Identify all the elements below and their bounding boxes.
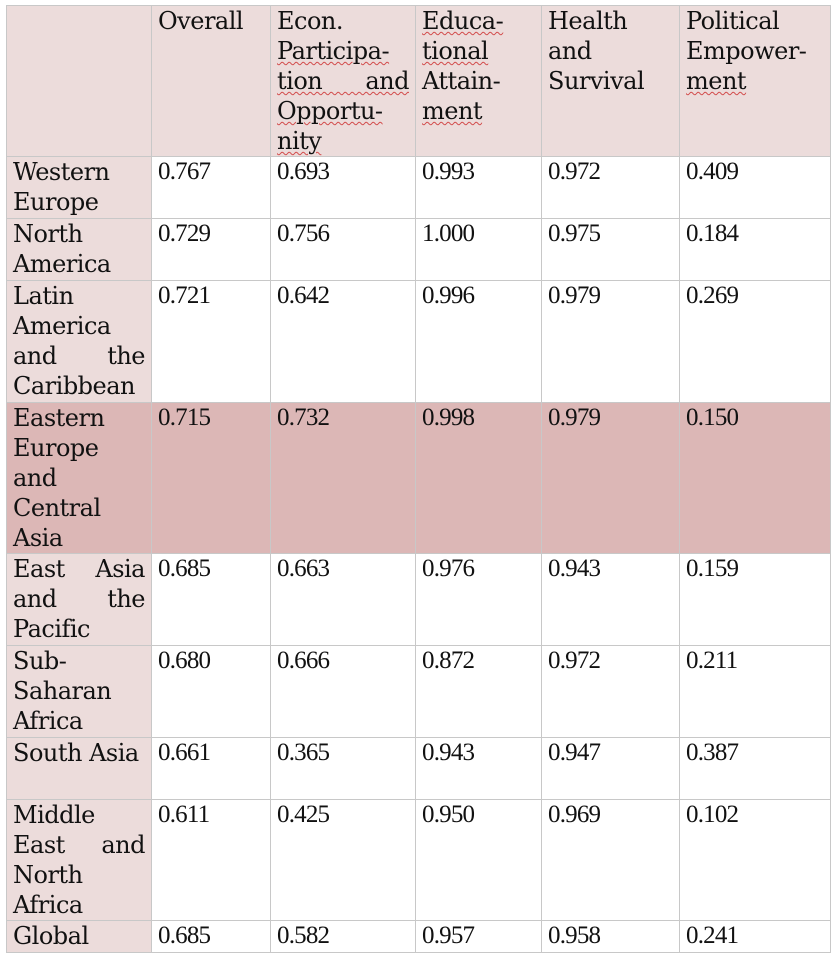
header-political-empowerment — [680, 6, 831, 157]
cell-political: 0.387 — [680, 738, 831, 800]
cell-econ: 0.425 — [271, 800, 416, 921]
row-region: Latin America and the Caribbean — [7, 281, 152, 403]
cell-health: 0.969 — [542, 800, 680, 921]
cell-overall: 0.715 — [152, 403, 271, 554]
cell-econ: 0.693 — [271, 157, 416, 219]
cell-econ: 0.582 — [271, 921, 416, 953]
row-region: Eastern Europe and Central Asia — [7, 403, 152, 554]
header-political-line-1: Political — [686, 7, 780, 35]
cell-edu: 0.950 — [416, 800, 542, 921]
table-row — [7, 281, 831, 403]
cell-political: 0.269 — [680, 281, 831, 403]
cell-edu: 0.998 — [416, 403, 542, 554]
cell-health: 0.947 — [542, 738, 680, 800]
cell-overall: 0.729 — [152, 219, 271, 281]
header-econ-line-2: Participa- — [277, 37, 390, 65]
cell-edu: 0.976 — [416, 554, 542, 646]
row-region: Sub-Saharan Africa — [7, 646, 152, 738]
header-educational-attainment — [416, 6, 542, 157]
cell-political: 0.409 — [680, 157, 831, 219]
cell-econ: 0.663 — [271, 554, 416, 646]
header-econ-line-4: Opportu- — [277, 97, 383, 125]
table-row — [7, 219, 831, 281]
cell-overall: 0.721 — [152, 281, 271, 403]
cell-overall: 0.767 — [152, 157, 271, 219]
cell-edu: 0.993 — [416, 157, 542, 219]
cell-edu: 0.943 — [416, 738, 542, 800]
header-edu-line-3: Attain- — [422, 67, 501, 95]
cell-overall: 0.611 — [152, 800, 271, 921]
cell-health: 0.972 — [542, 646, 680, 738]
cell-health: 0.958 — [542, 921, 680, 953]
cell-political: 0.102 — [680, 800, 831, 921]
cell-econ: 0.756 — [271, 219, 416, 281]
table-row — [7, 646, 831, 738]
cell-political: 0.150 — [680, 403, 831, 554]
header-edu-line-1: Educa- — [422, 7, 504, 35]
table-row — [7, 554, 831, 646]
cell-econ: 0.732 — [271, 403, 416, 554]
cell-overall: 0.661 — [152, 738, 271, 800]
table-row — [7, 157, 831, 219]
header-edu-line-4: ment — [422, 97, 483, 125]
row-region: South Asia — [7, 738, 152, 800]
row-region: Global — [7, 921, 152, 953]
cell-health: 0.979 — [542, 281, 680, 403]
header-row — [7, 6, 831, 157]
cell-econ: 0.365 — [271, 738, 416, 800]
header-health-survival — [542, 6, 680, 157]
cell-econ: 0.666 — [271, 646, 416, 738]
row-region: Western Europe — [7, 157, 152, 219]
header-health-line-2: and — [548, 37, 592, 65]
header-edu-line-2: tional — [422, 37, 489, 65]
gender-gap-table — [6, 5, 831, 953]
header-health-line-1: Health — [548, 7, 628, 35]
cell-political: 0.211 — [680, 646, 831, 738]
header-corner-cell — [7, 6, 152, 157]
row-region: Middle East and North Africa — [7, 800, 152, 921]
cell-overall: 0.680 — [152, 646, 271, 738]
cell-health: 0.943 — [542, 554, 680, 646]
table-row-highlighted — [7, 403, 831, 554]
header-econ-line-5: nity — [277, 127, 322, 155]
cell-edu: 0.872 — [416, 646, 542, 738]
table-row — [7, 738, 831, 800]
header-econ-participation — [271, 6, 416, 157]
cell-overall: 0.685 — [152, 554, 271, 646]
row-region: North America — [7, 219, 152, 281]
table-row-global — [7, 921, 831, 953]
row-region: East Asia and the Pacific — [7, 554, 152, 646]
cell-edu: 0.957 — [416, 921, 542, 953]
cell-political: 0.184 — [680, 219, 831, 281]
header-econ-line-1: Econ. — [277, 7, 343, 35]
cell-edu: 0.996 — [416, 281, 542, 403]
cell-health: 0.975 — [542, 219, 680, 281]
table-row — [7, 800, 831, 921]
header-overall: Overall — [152, 6, 271, 157]
header-political-line-2: Empower- — [686, 37, 807, 65]
cell-political: 0.159 — [680, 554, 831, 646]
cell-overall: 0.685 — [152, 921, 271, 953]
cell-health: 0.972 — [542, 157, 680, 219]
cell-political: 0.241 — [680, 921, 831, 953]
header-econ-line-3: tion and — [277, 67, 409, 95]
header-political-line-3: ment — [686, 67, 747, 95]
cell-health: 0.979 — [542, 403, 680, 554]
cell-edu: 1.000 — [416, 219, 542, 281]
cell-econ: 0.642 — [271, 281, 416, 403]
header-health-line-3: Survival — [548, 67, 645, 95]
